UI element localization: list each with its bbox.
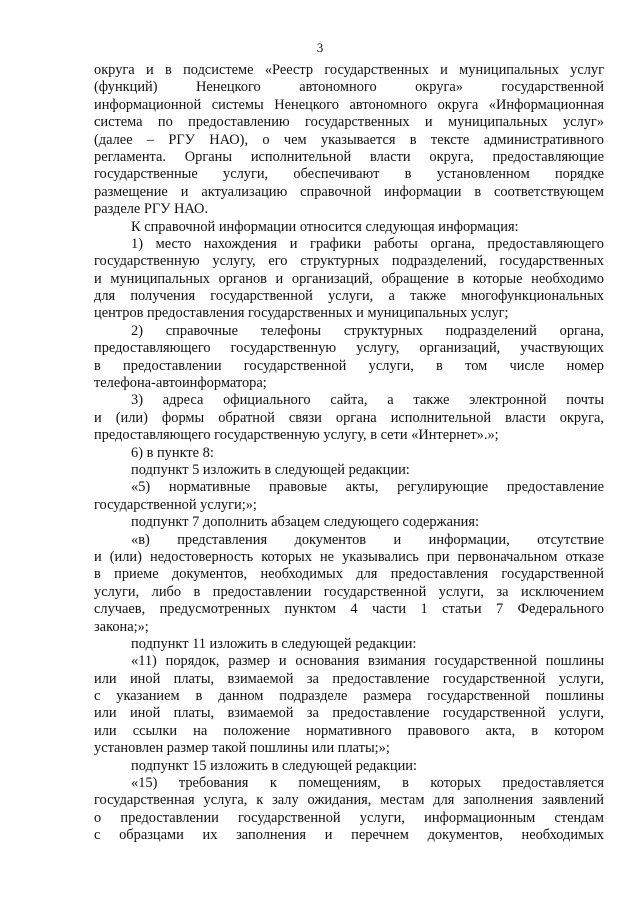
text-line: закона;»; [94, 618, 149, 635]
text-line: разделе РГУ НАО. [94, 201, 209, 218]
page-number: 3 [316, 40, 324, 55]
text-line: 2) справочные телефоны структурных подразделений органа, [131, 322, 604, 339]
text-line: для получения государственной услуги, а также многофункциональных [94, 288, 604, 305]
text-line: предоставляющего государственную услугу, организаций, участвующих [94, 340, 604, 357]
text-line: «5) нормативные правовые акты, регулирующие предоставление [131, 479, 604, 496]
text-line: предоставляющего государственную услугу, в сети «Интернет».»; [94, 427, 499, 444]
text-line: государственную услугу, его структурных подразделений, государственных [94, 253, 604, 270]
text-line: (далее – РГУ НАО), о чем указывается в тексте административного [94, 131, 604, 148]
text-line: или иной платы, взимаемой за предоставление государственной услуги, [94, 705, 604, 722]
text-line: и (или) формы обратной связи органа исполнительной власти округа, [94, 409, 604, 426]
text-line: 1) место нахождения и графики работы органа, предоставляющего [131, 235, 604, 252]
text-line: и (или) недостоверность которых не указывались при первоначальном отказе [94, 548, 604, 565]
text-line: государственной услуги;»; [94, 496, 257, 513]
text-line: центров предоставления государственных и муниципальных услуг; [94, 305, 509, 322]
text-line: округа и в подсистеме «Реестр государственных и муниципальных услуг [94, 62, 604, 78]
text-line: случаев, предусмотренных пунктом 4 части 1 статьи 7 Федерального [94, 601, 604, 618]
text-line: о предоставлении государственной услуги, информационным стендам [94, 809, 604, 826]
text-line: государственная услуга, к залу ожидания, местам для заполнения заявлений [94, 792, 604, 809]
text-line: подпункт 5 изложить в следующей редакции: [131, 461, 410, 478]
text-line: с указанием в данном подразделе размера государственной пошлины [94, 688, 604, 705]
text-line: К справочной информации относится следующая информация: [131, 218, 519, 235]
text-line: с образцами их заполнения и перечнем документов, необходимых [94, 827, 604, 844]
text-line: или иной платы, взимаемой за предоставление государственной услуги, [94, 670, 604, 687]
text-line: информационной системы Ненецкого автономного округа «Информационная [94, 96, 604, 113]
text-line: в предоставлении государственной услуги, в том числе номер [94, 357, 604, 374]
text-line: (функций) Ненецкого автономного округа» государственной [94, 79, 604, 96]
text-line: 6) в пункте 8: [131, 444, 214, 461]
text-line: государственные услуги, обеспечивают в установленном порядке [94, 166, 604, 183]
text-line: система по предоставлению государственных и муниципальных услуг» [94, 114, 604, 131]
text-line: услуги, либо в предоставлении государственной услуги, за исключением [94, 583, 604, 600]
text-line: регламента. Органы исполнительной власти округа, предоставляющие [94, 148, 604, 165]
text-line: телефона-автоинформатора; [94, 375, 267, 392]
text-line: размещение и актуализацию справочной информации в соответствующем [94, 183, 604, 200]
text-line: и муниципальных органов и организаций, обращение в которые необходимо [94, 270, 604, 287]
text-line: установлен размер такой пошлины или платы;»; [94, 740, 390, 757]
text-line: подпункт 7 дополнить абзацем следующего содержания: [131, 514, 479, 531]
text-line: «11) порядок, размер и основания взимания государственной пошлины [131, 653, 604, 670]
text-line: подпункт 11 изложить в следующей редакции: [131, 635, 417, 652]
text-line: «в) представления документов и информации, отсутствие [131, 531, 604, 548]
text-line: или ссылки на положение нормативного правового акта, в котором [94, 722, 604, 739]
text-line: 3) адреса официального сайта, а также электронной почты [131, 392, 604, 409]
document-body [94, 62, 604, 845]
text-line: в приеме документов, необходимых для предоставления государственной [94, 566, 604, 583]
text-line: «15) требования к помещениям, в которых предоставляется [131, 775, 604, 792]
text-line: подпункт 15 изложить в следующей редакции: [131, 757, 417, 774]
